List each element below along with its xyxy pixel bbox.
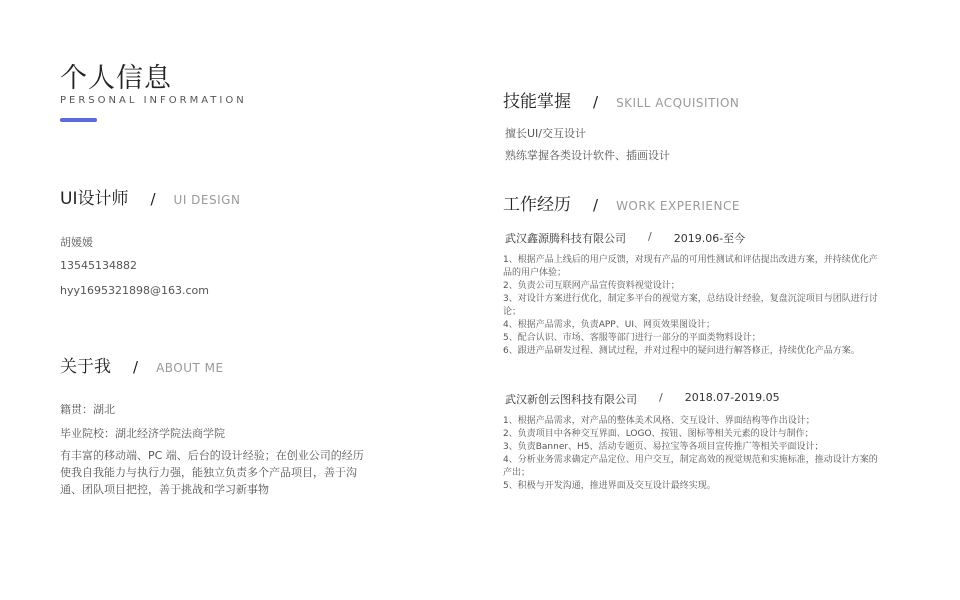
skill-item: 擅长UI/交互设计: [505, 127, 587, 140]
job-period: 2018.07-2019.05: [684, 391, 780, 404]
work-heading-slash: /: [593, 196, 599, 214]
job-duties-list: [503, 415, 881, 493]
page-title: 个人信息: [60, 63, 172, 94]
about-school: 毕业院校：湖北经济学院法商学院: [60, 427, 225, 440]
page-subtitle: PERSONAL INFORMATION: [60, 95, 247, 106]
job-duty-item: 4、分析业务需求确定产品定位、用户交互，制定高效的视觉规范和实施标准，推动设计方案的产出；: [503, 455, 878, 478]
skill-heading-en: SKILL ACQUISITION: [616, 96, 740, 110]
job-duty-item: 2、负责公司互联网产品宣传资料视觉设计；: [503, 281, 680, 291]
contact-name: 胡媛媛: [60, 236, 93, 249]
job-header: [505, 391, 780, 407]
accent-bar: [60, 118, 97, 122]
about-heading-en: ABOUT ME: [156, 361, 224, 375]
about-heading-slash: /: [133, 358, 139, 376]
design-section-heading: [60, 184, 240, 209]
job-company: 武汉新创云图科技有限公司: [505, 393, 637, 406]
job-duty-item: 5、积极与开发沟通，推进界面及交互设计最终实现。: [503, 481, 716, 491]
design-heading-slash: /: [150, 190, 156, 208]
job-duty-item: 5、配合认识、市场、客服等部门进行一部分的平面类物料设计；: [503, 333, 761, 343]
work-section-heading: [503, 190, 740, 215]
skill-item: 熟练掌握各类设计软件、插画设计: [505, 149, 670, 162]
job-duty-item: 1、根据产品需求，对产品的整体美术风格、交互设计、界面结构等作出设计；: [503, 416, 815, 426]
skill-section-heading: [503, 87, 739, 112]
about-bio: 有丰富的移动端、PC 端、后台的设计经验；在创业公司的经历使我自我能力与执行力强，能独立负责多个产品项目，善于沟通、团队项目把控，善于挑战和学习新事物: [60, 449, 364, 496]
work-heading-en: WORK EXPERIENCE: [616, 199, 740, 213]
job-duty-item: 1、根据产品上线后的用户反馈，对现有产品的可用性测试和评估提出改进方案，并持续优化产品的用户体验；: [503, 255, 878, 278]
job-duty-item: 6、跟进产品研发过程、测试过程，并对过程中的疑问进行解答修正，持续优化产品方案。: [503, 346, 860, 356]
job-duty-item: 4、根据产品需求，负责APP、UI、网页效果图设计；: [503, 320, 715, 330]
skill-heading-slash: /: [593, 93, 599, 111]
job-duty-item: 3、对设计方案进行优化，制定多平台的视觉方案，总结设计经验，复盘沉淀项目与团队进行讨论；: [503, 294, 878, 317]
contact-phone: 13545134882: [60, 259, 137, 272]
design-heading-cn: UI设计师: [60, 189, 129, 209]
work-heading-cn: 工作经历: [503, 195, 571, 215]
job-company: 武汉鑫源腾科技有限公司: [505, 232, 626, 245]
about-hometown: 籍贯：湖北: [60, 403, 115, 416]
design-heading-en: UI DESIGN: [173, 193, 241, 207]
about-heading-cn: 关于我: [60, 357, 111, 377]
skill-heading-cn: 技能掌握: [503, 92, 571, 112]
job-separator: /: [659, 391, 663, 404]
job-duty-item: 3、负责Banner、H5、活动专题页、易拉宝等各项目宣传推广等相关平面设计；: [503, 442, 824, 452]
job-duty-item: 2、负责项目中各种交互界面、LOGO、按钮、图标等相关元素的设计与制作；: [503, 429, 814, 439]
job-header: [505, 230, 745, 246]
job-separator: /: [648, 230, 652, 243]
about-section-heading: [60, 352, 224, 377]
job-duties-list: [503, 254, 881, 358]
job-period: 2019.06-至今: [673, 232, 746, 245]
contact-email: hyy1695321898@163.com: [60, 284, 209, 297]
